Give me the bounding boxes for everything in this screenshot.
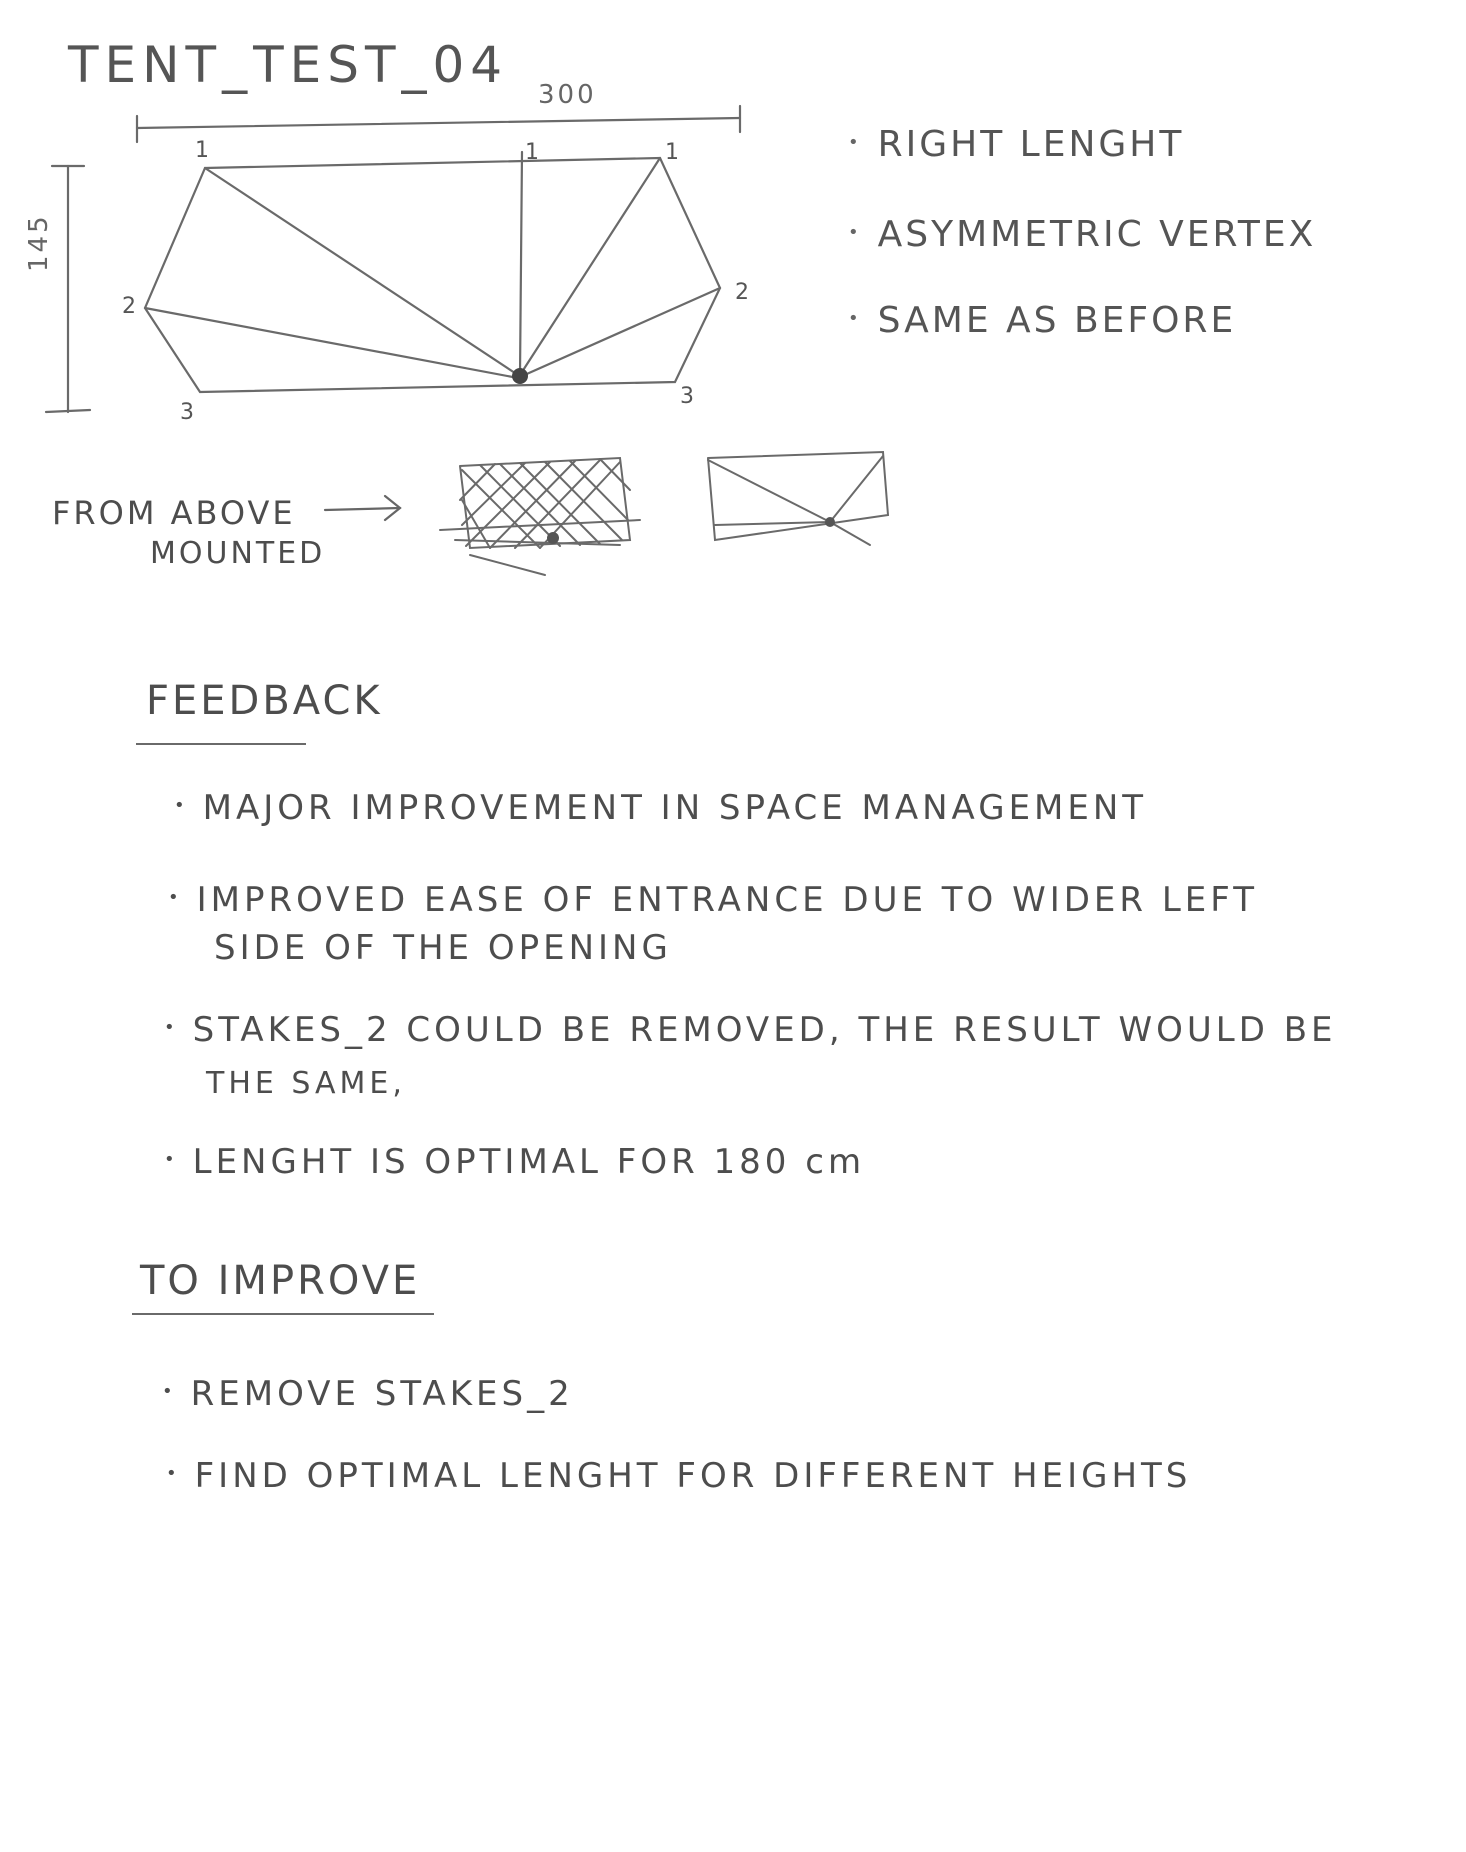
height-dimension-label: 145 xyxy=(24,213,54,272)
point-label-top-left: 1 xyxy=(195,138,209,163)
point-label-bottom-right: 3 xyxy=(680,384,694,409)
page-title: TENT_TEST_04 xyxy=(68,36,509,94)
center-stake xyxy=(512,368,528,384)
mounted-sketch xyxy=(708,452,888,545)
from-above-label: FROM ABOVE xyxy=(52,494,296,532)
mounted-label: MOUNTED xyxy=(150,536,326,571)
side-note-1: • RIGHT LENGHT xyxy=(848,124,1184,165)
feedback-item-3: • STAKES_2 COULD BE REMOVED, THE RESULT WOULD BE xyxy=(164,1010,1337,1050)
from-above-sketch xyxy=(440,458,640,575)
feedback-item-1: • MAJOR IMPROVEMENT IN SPACE MANAGEMENT xyxy=(174,788,1148,828)
side-note-2: • ASYMMETRIC VERTEX xyxy=(848,214,1316,255)
feedback-item-2-cont: SIDE OF THE OPENING xyxy=(214,928,672,968)
arrow-icon xyxy=(325,496,400,520)
point-label-mid-right: 2 xyxy=(735,280,749,305)
point-label-mid-left: 2 xyxy=(122,294,136,319)
point-label-top-mid: 1 xyxy=(525,140,539,165)
width-dimension-label: 300 xyxy=(538,80,597,110)
to-improve-item-1: • REMOVE STAKES_2 xyxy=(162,1374,574,1414)
feedback-item-4: • LENGHT IS OPTIMAL FOR 180 cm xyxy=(164,1142,866,1182)
width-dimension-line xyxy=(137,118,740,128)
feedback-underline xyxy=(136,743,306,745)
point-label-top-right: 1 xyxy=(665,140,679,165)
feedback-heading: FEEDBACK xyxy=(146,678,383,724)
tent-outline xyxy=(145,158,720,392)
to-improve-item-2: • FIND OPTIMAL LENGHT FOR DIFFERENT HEIGHTS xyxy=(166,1456,1192,1496)
point-label-bottom-left: 3 xyxy=(180,400,194,425)
to-improve-underline xyxy=(132,1313,434,1315)
feedback-item-3-cont: THE SAME, xyxy=(206,1066,406,1101)
feedback-item-2: • IMPROVED EASE OF ENTRANCE DUE TO WIDER LEFT xyxy=(168,880,1258,920)
side-note-3: • SAME AS BEFORE xyxy=(848,300,1236,341)
to-improve-heading: TO IMPROVE xyxy=(140,1258,421,1304)
